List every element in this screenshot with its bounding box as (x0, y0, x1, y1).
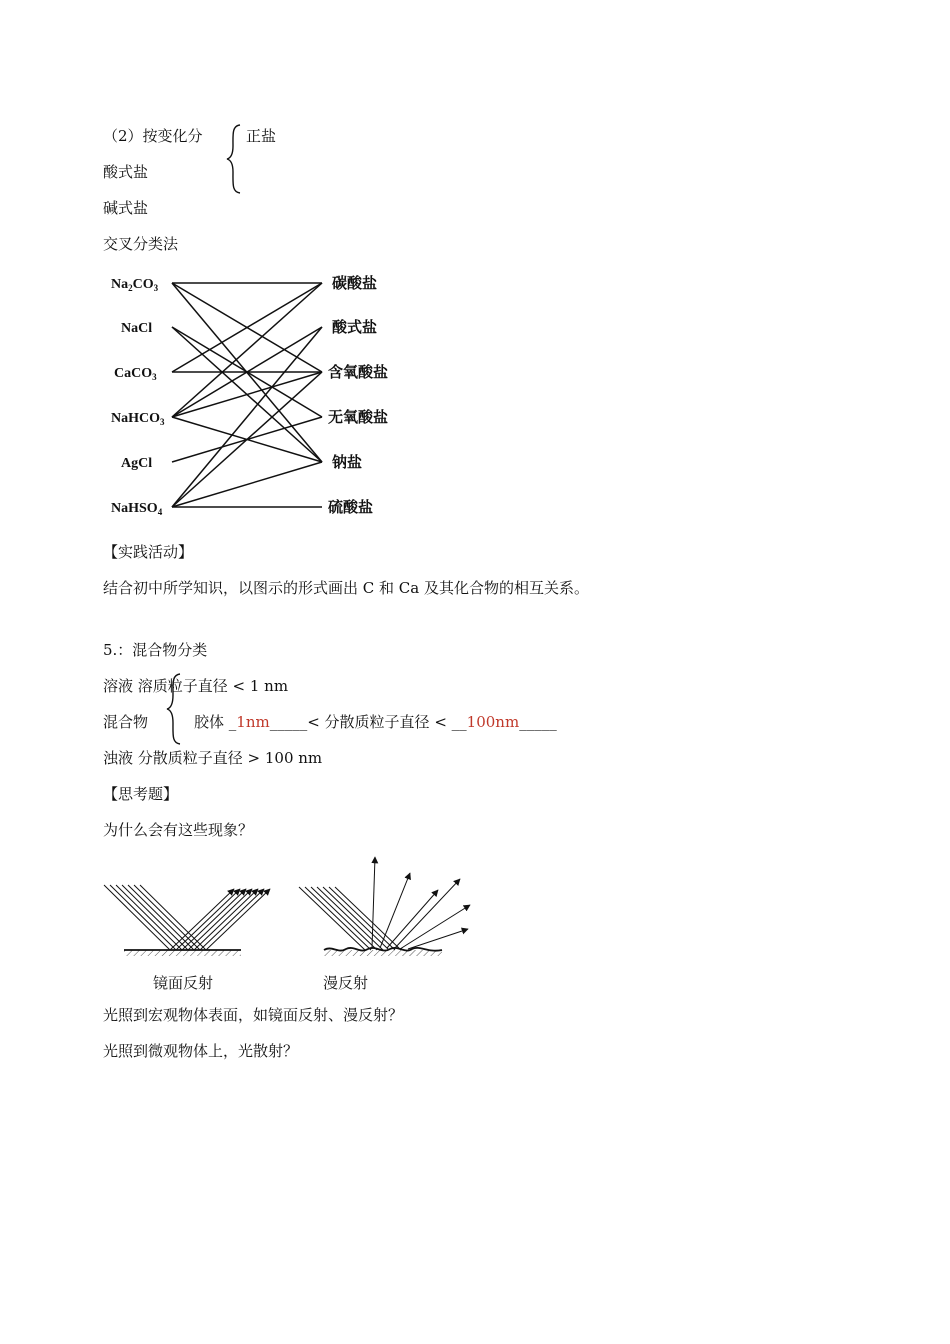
link-line (172, 327, 322, 507)
reflected-ray (194, 889, 258, 950)
colloid-low: 1nm (236, 713, 270, 731)
reflected-ray (206, 889, 270, 950)
link-line (172, 283, 322, 417)
incident-ray (140, 885, 206, 950)
salt-acid: 酸式盐 (103, 163, 149, 181)
colloid-high: 100nm (466, 713, 520, 731)
mixtures-heading: 5.：混合物分类 (103, 641, 208, 659)
compound-nahso4: NaHSO$_4$ (111, 501, 163, 517)
incident-ray (299, 887, 365, 950)
reflected-ray (176, 889, 240, 950)
incident-ray (110, 885, 176, 950)
link-lines (172, 283, 322, 507)
mixture-label: 混合物 (103, 713, 149, 731)
category-3: 无氧酸盐 (328, 410, 389, 426)
reflection-figure (100, 855, 480, 965)
incident-ray (329, 887, 395, 950)
reflected-ray (170, 889, 234, 950)
cross-diagram (100, 266, 410, 526)
cross-title: 交叉分类法 (103, 235, 179, 253)
category-1: 酸式盐 (332, 320, 378, 336)
mixture-suspension: 浊液 分散质粒子直径 > 100 nm (103, 749, 323, 767)
thinking-q2: 光照到微观物体上，光散射？ (103, 1042, 299, 1060)
category-2: 含氧酸盐 (328, 365, 389, 381)
colloid-mid: _____< 分散质粒子直径 < __ (269, 713, 467, 731)
incident-ray (104, 885, 170, 950)
salt-lead: （2）按变化分 (103, 127, 203, 145)
incident-ray (134, 885, 200, 950)
diffuse-reflection-diagram (299, 857, 470, 956)
reflected-ray (188, 889, 252, 950)
thinking-question: 为什么会有这些现象？ (103, 821, 254, 839)
incident-ray (128, 885, 194, 950)
reflected-ray (200, 889, 264, 950)
brace-icon (226, 124, 242, 194)
salt-normal: 正盐 (246, 127, 277, 145)
specular-reflection-diagram (104, 885, 270, 956)
category-0: 碳酸盐 (332, 276, 378, 292)
colloid-prefix: 胶体 _ (194, 713, 237, 731)
salt-basic: 碱式盐 (103, 199, 149, 217)
reflected-ray (182, 889, 246, 950)
link-line (172, 372, 322, 507)
caption-specular: 镜面反射 (153, 974, 214, 992)
incident-ray (122, 885, 188, 950)
compound-caco3: CaCO$_3$ (114, 366, 157, 382)
mixture-solution: 溶液 溶质粒子直径 < 1 nm (103, 677, 289, 695)
link-line (172, 462, 322, 507)
mixture-colloid (194, 712, 557, 732)
thinking-heading: 【思考题】 (103, 785, 179, 803)
scattered-ray (400, 905, 470, 949)
colloid-suffix: _____ (519, 713, 557, 731)
thinking-q1: 光照到宏观物体表面，如镜面反射、漫反射？ (103, 1006, 404, 1024)
category-4: 钠盐 (332, 455, 363, 471)
compound-agcl: AgCl (121, 456, 153, 471)
link-line (172, 372, 322, 417)
scattered-ray (372, 857, 375, 948)
incident-ray (305, 887, 371, 950)
incident-ray (323, 887, 389, 950)
incident-ray (116, 885, 182, 950)
practice-text: 结合初中所学知识，以图示的形式画出 C 和 Ca 及其化合物的相互关系。 (103, 579, 589, 597)
incident-ray (311, 887, 377, 950)
compound-nacl: NaCl (121, 321, 153, 336)
incident-ray (335, 887, 401, 950)
caption-diffuse: 漫反射 (323, 974, 369, 992)
compound-nahco3: NaHCO$_3$ (111, 411, 165, 427)
scattered-ray (387, 890, 438, 948)
scattered-ray (408, 929, 468, 949)
compound-na2co3: $Na_2CO_3$ (111, 277, 159, 293)
brace-icon (166, 673, 182, 745)
practice-heading: 【实践活动】 (103, 543, 194, 561)
category-5: 硫酸盐 (328, 500, 374, 516)
